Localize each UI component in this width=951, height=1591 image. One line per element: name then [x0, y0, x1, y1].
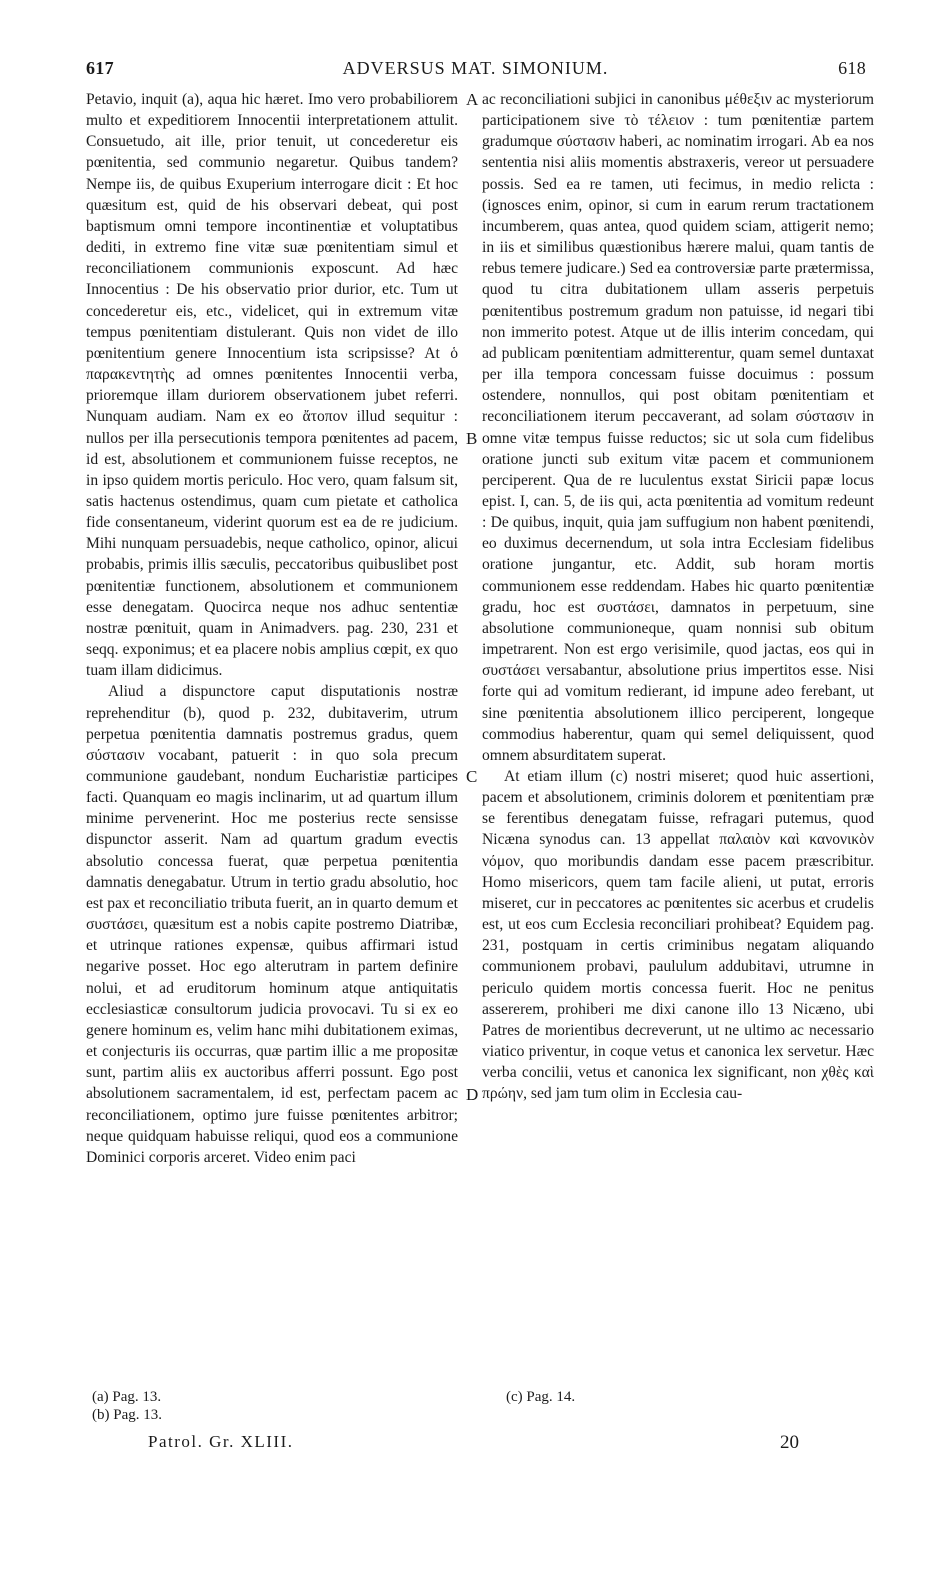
left-paragraph-2: Aliud a dispunctore caput disputationis nostræ reprehenditur (b), quod p. 232, dubitaverim, utrum perpetua pœnitentia damnatis postremus gradus, quem σύστασιν vocabant, patuerit : in quo sola precum communione gaudebant, nondum Eucharistiæ participes facti. Quanquam eo magis inclinarim, ut ad quartum illum minime pervenerint. Hoc me posterius recte sensisse dispunctor asserit. Nam ad quartum gradum evectis absolutio concessa fuerat, quæ perpetua pœnitentia damnatis denegabatur. Utrum in tertio gradu absolutio, hoc est pax et reconciliatio tributa fuerit, an in quarto demum et συστάσει, quæsitum est a nobis capite postremo Diatribæ, et utrinque rationes expensæ, quibus affirmari istud negarive posset. Hoc ego alterutram in partem definire nolui, et ad eruditorum hominum atque antiquitatis ecclesiasticæ consultorum judicia provocavi. Tu si ex eo genere hominum es, velim hanc mihi dubitationem eximas, et conjecturis iis occurras, quæ partim illic a me propositæ sunt, partim aliis ex auctoribus afferri possunt. Ego post absolutionem sacramentalem, id est, perfectam pacem ac reconciliationem, optimo jure fuisse pœnitentes arbitror; neque quidquam habuisse reliqui, quod eos a communione Dominici corporis arceret. Video enim paci [86, 683, 458, 1166]
running-title: ADVERSUS MAT. SIMONIUM. [342, 58, 609, 78]
page-number-right: 618 [838, 58, 866, 78]
left-paragraph-1: Petavio, inquit (a), aqua hic hæret. Imo vero probabiliorem multo et expeditiorem Innocentii interpretationem attulit. Consuetudo, ait ille, prior tenuit, ut concederetur eis pœnitentia, sed communio negaretur. Quibus tandem? Nempe iis, de quibus Exuperium interrogare dicit : Et hoc quæsitum est, quid de his observari debeat, qui post baptismum omni tempore incontinentiæ et voluptatibus dediti, in extremo fine vitæ suæ pœnitentiam simul et reconciliationem communionis exposcunt. Ad hæc Innocentius : De his observatio prior durior, etc. Tum ut concederetur eis, etc., videlicet, qui in extremum vitæ tempus pœnitentiam distulerant. Quis non videt de illo pœnitentium genere Innocentium ista scripsisse? At ὁ παρακεντητὴς ad omnes pœnitentes Innocentii verba, prioremque illam duriorem observationem jubet referri. Nunquam audiam. Nam ex eo ἄτοπον illud sequitur : nullos per illa persecutionis tempora pœnitentes ad pacem, id est, absolutionem et communionem fuisse receptos, ne in ipso quidem mortis periculo. Hoc vero, quam falsum sit, satis hactenus ostendimus, quam cum pietate et catholica fide consentaneum, viderint quorum est ea de re judicium. Mihi nunquam persuadebis, neque catholico, opinor, alicui probabis, primis illis sæculis, peccatoribus quibuslibet post pœnitentiæ functionem, absolutionem et communionem esse denegatam. Quocirca neque nos adhuc sententiæ nostræ pœnituit, quam in Animadvers. pag. 230, 231 et seqq. exponimus; et ea placere nobis amplius cœpit, ex quo tuam illam didicimus. [86, 91, 458, 680]
margin-letter-d: D [466, 1085, 479, 1104]
series-footer: Patrol. Gr. XLIII. [148, 1432, 294, 1451]
page-number-left: 617 [86, 58, 114, 78]
margin-letter-b: B [466, 429, 478, 448]
page-header [0, 58, 951, 84]
signature-mark: 20 [780, 1432, 799, 1453]
footnote-b: (b) Pag. 13. [92, 1407, 162, 1423]
margin-letter-c: C [466, 767, 478, 786]
right-column [482, 89, 874, 1105]
footnote-a: (a) Pag. 13. [92, 1389, 162, 1405]
right-paragraph-2: At etiam illum (c) nostri miseret; quod huic assertioni, pacem et absolutionem, criminis dolorem et pœnitentiam præ se ferentibus denegatam fuisse, refragari putemus, quod Nicæna synodus can. 13 appellat παλαιὸν καὶ κανονικὸν νόμον, quo moribundis dandam esse pacem præscribitur. Homo misericors, quem tam facile alieni, ut putat, erroris miseret, cur in peccatores ac pœnitentes sic acerbus et crudelis est, ut eos cum Ecclesia reconciliari prohibeat? Equidem pag. 231, postquam in certis criminibus negatam aliquando communionem probavi, paululum addubitavi, utrumne in periculo quidem mortis concessa fuerit. Hoc ne penitus assererem, prohiberi me dixi canone illo 13 Nicæno, ubi Patres de morientibus decreverunt, ut ne ultimo ac necessario viatico priventur, in coque vetus et canonica lex servetur. Hæc verba concilii, vetus et canonica lex significant, non χθὲς καὶ πρώην, sed jam tum olim in Ecclesia cau- [482, 768, 874, 1103]
footnote-c: (c) Pag. 14. [506, 1389, 576, 1405]
margin-letter-a: A [466, 90, 479, 109]
left-column [86, 89, 458, 1168]
right-paragraph-1: ac reconciliationi subjici in canonibus μέθεξιν ac mysteriorum participationem sive τὸ τέλειον : tum pœnitentiæ partem gradumque σύστασιν haberi, ac nominatim irrogari. Ab ea nos sententia nisi aliis momentis abstraxeris, vereor ut persuadere possis. Sed ea re tamen, uti fecimus, in medio relicta : (ignosces enim, opinor, si cum in earum rerum tractationem incumberem, quas antea, quod quidem sciam, attigerit nemo; in iis et similibus quæstionibus hærere malui, quam tantis de rebus temere judicare.) Sed ea controversiæ parte prætermissa, quod tu citra dubitationem ullam asseris perpetuis pœnitentibus postremum gradum non patuisse, id negari tibi non immerito potest. Atque ut de illis interim concedam, qui ad publicam pœnitentiam admitterentur, quam semel duntaxat per illa tempora concessam fuisse docuimus : possum ostendere, nonnullos, qui post obitam pœnitentiam et reconciliationem iterum peccaverant, ad solam σύστασιν in omne vitæ tempus fuisse reductos; sic ut sola cum fidelibus oratione juncti sub exitum vitæ pacem et communionem perciperent. Qua de re luculentus exstat Siricii papæ locus epist. I, can. 5, de iis qui, acta pœnitentia ad vomitum redeunt : De quibus, inquit, quia jam suffugium non habent pœnitendi, eo duximus decernendum, ut sola intra Ecclesiam fidelibus oratione jungantur, etc. Addit, sub horam mortis communionem esse reddendam. Habes hic quarto pœnitentiæ gradu, hoc est συστάσει, damnatos in perpetuum, sine absolutione communioneque, quam nonnisi sub obitum impetrarent. Non est ergo verisimile, quod jactas, eos qui in συστάσει versabantur, absolutione prius impertitos esse. Nisi forte qui ad vomitum redierant, id impune adeo ferebant, ut sine pœnitentia absolutionem illico perciperent, longeque commodius haberentur, quam qui semel deliquissent, quod omnem absurditatem superat. [482, 91, 874, 764]
